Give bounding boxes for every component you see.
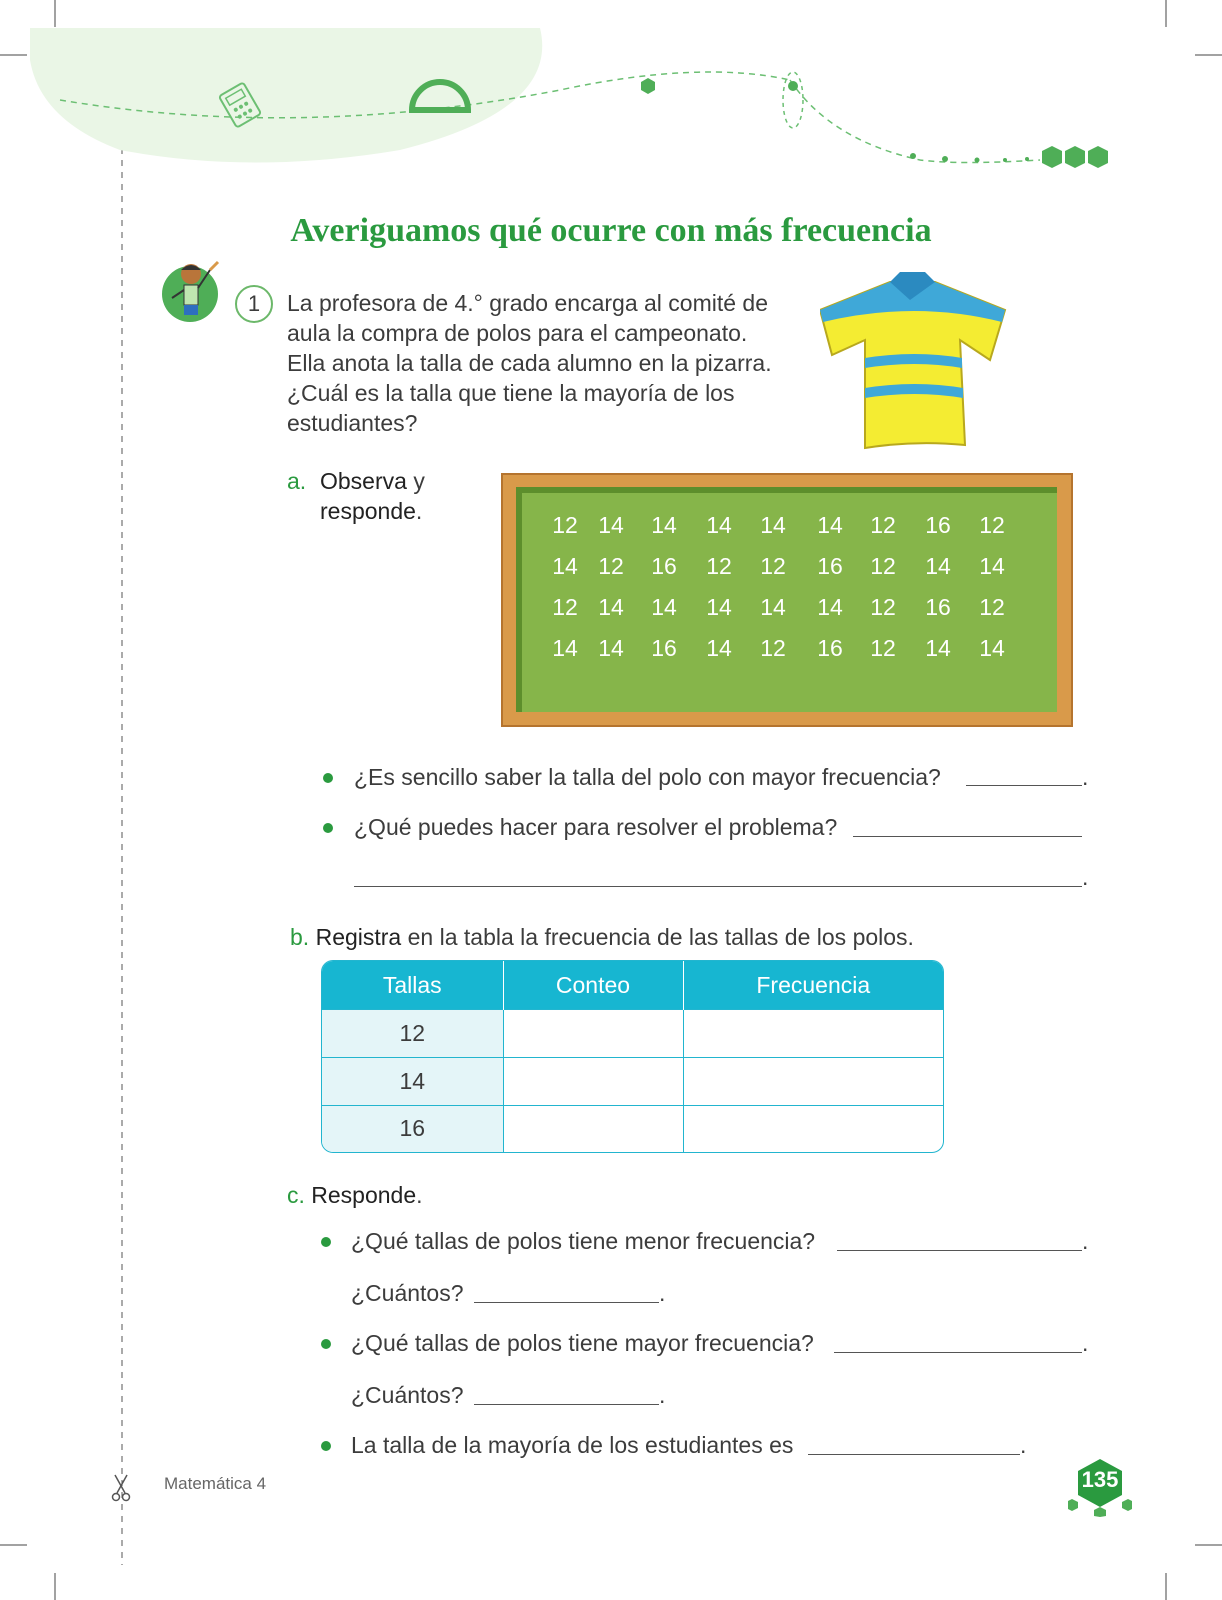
part-letter: c. [287,1182,305,1208]
board-number: 14 [760,594,786,620]
part-b-instruction [290,922,914,952]
board-number: 12 [870,512,896,538]
frequency-cell[interactable] [683,1105,943,1152]
count-cell[interactable] [503,1105,683,1152]
instruction-text: . [416,1182,423,1208]
board-number: 12 [870,635,896,661]
board-number: 14 [598,512,624,538]
problem-statement [287,288,807,438]
board-number: 14 [651,512,677,538]
question-text: La talla de la mayoría de los estudiantes es [351,1432,794,1458]
page-number: 135 [1081,1467,1119,1492]
bullet [323,773,333,783]
part-a-letter [287,466,306,496]
board-number: 14 [760,512,786,538]
column-header: Tallas [322,961,503,1010]
question-text: ¿Qué tallas de polos tiene menor frecuencia? [351,1228,816,1254]
child-avatar [160,258,226,328]
question-text: ¿Qué tallas de polos tiene mayor frecuencia? [351,1330,814,1356]
table-header-row [322,961,943,1010]
board-number: 12 [979,594,1005,620]
problem-line: Ella anota la talla de cada alumno en la pizarra. [287,350,772,376]
answer-blank[interactable] [354,886,1082,887]
board-number: 14 [598,594,624,620]
board-number: 14 [706,594,732,620]
problem-line: aula la compra de polos para el campeonato. [287,320,748,346]
bullet [323,823,333,833]
answer-blank[interactable] [474,1302,659,1303]
period: . [1082,864,1089,890]
period: . [1082,764,1089,790]
header-decoration [0,0,1222,180]
board-number: 16 [925,512,951,538]
board-number: 14 [817,594,843,620]
instruction-verb: responde [320,498,416,524]
question-subtext: ¿Cuántos? [351,1382,464,1408]
scissors-icon [109,1473,133,1503]
period: . [1020,1432,1027,1458]
count-cell[interactable] [503,1057,683,1105]
board-number: 16 [651,635,677,661]
board-row [516,635,1057,675]
board-number: 16 [817,553,843,579]
cube-icon [641,78,655,94]
board-number: 14 [651,594,677,620]
board-number: 12 [598,553,624,579]
instruction-verb: Registra [315,924,402,950]
question-subtext: ¿Cuántos? [351,1280,464,1306]
table-row [322,1010,943,1058]
polo-shirt-image [820,270,1010,455]
size-cell: 16 [322,1105,503,1152]
problem-line: ¿Cuál es la talla que tiene la mayoría de los [287,380,735,406]
bullet [321,1237,331,1247]
frequency-table [321,960,944,1153]
instruction-text: . [415,498,423,524]
answer-blank[interactable] [837,1250,1082,1251]
board-number: 14 [979,635,1005,661]
board-number: 12 [552,594,578,620]
board-number: 12 [706,553,732,579]
problem-number: 1 [235,285,273,323]
period: . [1082,1228,1089,1254]
column-header: Conteo [503,961,683,1010]
frequency-cell[interactable] [683,1010,943,1058]
cubes-icon [1042,146,1108,168]
instruction-text: y [406,468,425,494]
board-number: 12 [870,594,896,620]
part-c-instruction [287,1180,423,1210]
chalkboard [501,473,1073,727]
question-text: ¿Qué puedes hacer para resolver el problema? [354,814,838,840]
instruction-text: en la tabla la frecuencia de las tallas de los polos. [401,924,914,950]
column-header: Frecuencia [683,961,943,1010]
period: . [659,1280,666,1306]
board-number: 14 [552,553,578,579]
board-number: 16 [651,553,677,579]
part-letter: b. [290,924,310,950]
problem-line: estudiantes? [287,410,418,436]
board-number: 14 [925,553,951,579]
count-cell[interactable] [503,1010,683,1058]
board-number: 12 [760,553,786,579]
board-number: 14 [598,635,624,661]
board-number: 16 [817,635,843,661]
bullet [321,1339,331,1349]
board-number: 14 [979,553,1005,579]
answer-blank[interactable] [834,1352,1082,1353]
size-cell: 12 [322,1010,503,1058]
board-number: 16 [925,594,951,620]
board-number: 14 [706,635,732,661]
page-title: Averiguamos qué ocurre con más frecuencia [290,212,932,249]
size-cell: 14 [322,1057,503,1105]
board-row [516,512,1057,552]
board-number: 14 [925,635,951,661]
bullet [321,1441,331,1451]
board-row [516,594,1057,634]
question-text: ¿Es sencillo saber la talla del polo con mayor frecuencia? [354,764,941,790]
instruction-verb: Observa [320,468,407,494]
answer-blank[interactable] [474,1404,659,1405]
answer-blank[interactable] [808,1454,1020,1455]
board-number: 14 [706,512,732,538]
instruction-verb: Responde [311,1182,417,1208]
part-a-instruction [320,466,480,526]
period: . [659,1382,666,1408]
board-number: 14 [552,635,578,661]
board-row [516,553,1057,593]
answer-blank[interactable] [853,836,1082,837]
frequency-cell[interactable] [683,1057,943,1105]
board-number: 14 [817,512,843,538]
board-number: 12 [870,553,896,579]
problem-line: La profesora de 4.° grado encarga al comité de [287,290,769,316]
board-number: 12 [760,635,786,661]
period: . [1082,1330,1089,1356]
table-row [322,1105,943,1152]
board-number: 12 [979,512,1005,538]
book-title: Matemática 4 [164,1474,267,1493]
board-number: 12 [552,512,578,538]
answer-blank[interactable] [966,785,1082,786]
part-letter: a. [287,468,307,494]
table-row [322,1057,943,1105]
chalkboard-surface [516,487,1057,712]
